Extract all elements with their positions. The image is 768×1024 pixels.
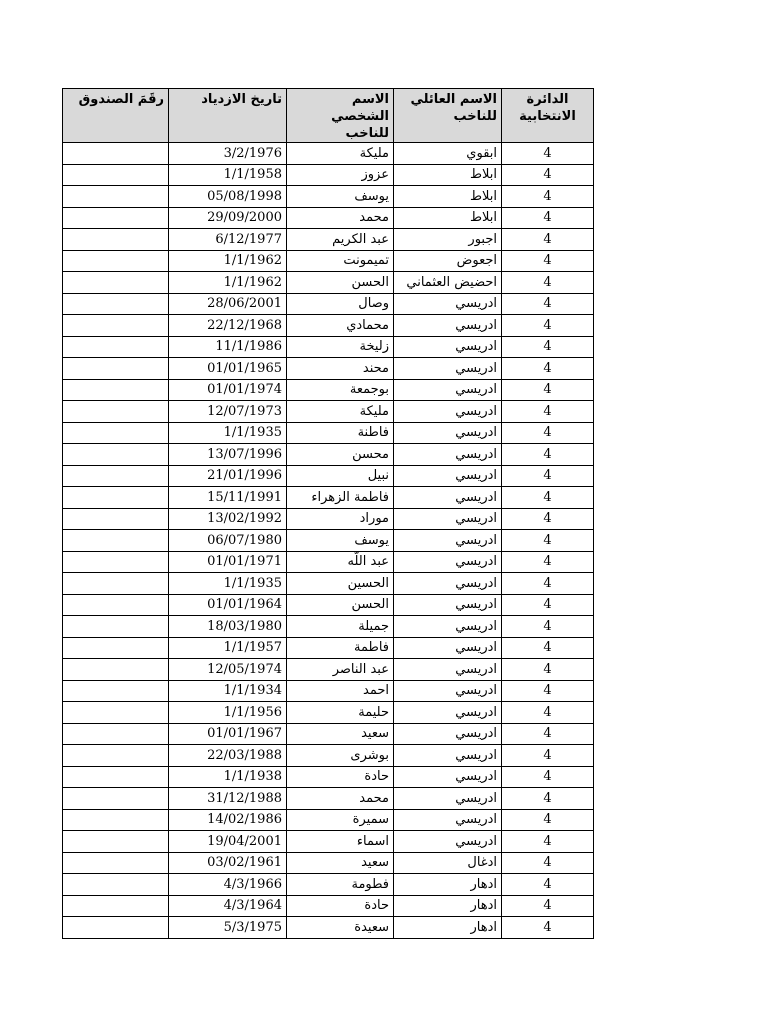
cell-birth-date: 28/06/2001	[169, 293, 287, 315]
cell-family-name: ادريسي	[394, 336, 502, 358]
cell-birth-date: 1/1/1962	[169, 250, 287, 272]
cell-first-name: محمادي	[287, 315, 394, 337]
cell-first-name: سعيدة	[287, 917, 394, 939]
cell-district: 4	[502, 895, 594, 917]
cell-district: 4	[502, 702, 594, 724]
header-first-name: الاسم الشخصي للناخب	[287, 89, 394, 143]
table-row	[63, 637, 594, 659]
table-row	[63, 379, 594, 401]
table-row	[63, 616, 594, 638]
table-row	[63, 143, 594, 165]
cell-box-number	[63, 250, 169, 272]
table-row	[63, 874, 594, 896]
cell-birth-date: 11/1/1986	[169, 336, 287, 358]
cell-birth-date: 21/01/1996	[169, 465, 287, 487]
cell-first-name: جميلة	[287, 616, 394, 638]
cell-district: 4	[502, 444, 594, 466]
cell-district: 4	[502, 272, 594, 294]
cell-first-name: حادة	[287, 766, 394, 788]
table-row	[63, 680, 594, 702]
header-district: الدائرة الانتخابية	[502, 89, 594, 143]
cell-district: 4	[502, 659, 594, 681]
header-family-name: الاسم العائلي للناخب	[394, 89, 502, 143]
cell-first-name: حادة	[287, 895, 394, 917]
cell-first-name: يوسف	[287, 186, 394, 208]
cell-box-number	[63, 551, 169, 573]
cell-family-name: ادريسي	[394, 766, 502, 788]
cell-family-name: ادريسي	[394, 465, 502, 487]
cell-box-number	[63, 315, 169, 337]
cell-family-name: ادريسي	[394, 702, 502, 724]
table-row	[63, 422, 594, 444]
cell-box-number	[63, 164, 169, 186]
cell-family-name: ادهار	[394, 874, 502, 896]
table-row	[63, 659, 594, 681]
cell-family-name: ابلاط	[394, 164, 502, 186]
table-row	[63, 336, 594, 358]
cell-district: 4	[502, 358, 594, 380]
cell-family-name: ادريسي	[394, 831, 502, 853]
cell-district: 4	[502, 852, 594, 874]
cell-first-name: عزوز	[287, 164, 394, 186]
voter-list-table	[62, 88, 594, 939]
cell-first-name: سعيد	[287, 723, 394, 745]
cell-birth-date: 1/1/1934	[169, 680, 287, 702]
cell-district: 4	[502, 573, 594, 595]
cell-family-name: ادريسي	[394, 745, 502, 767]
cell-box-number	[63, 723, 169, 745]
cell-first-name: الحسن	[287, 272, 394, 294]
cell-box-number	[63, 186, 169, 208]
cell-family-name: ادريسي	[394, 659, 502, 681]
cell-box-number	[63, 508, 169, 530]
cell-first-name: الحسين	[287, 573, 394, 595]
cell-first-name: بوجمعة	[287, 379, 394, 401]
cell-family-name: ادريسي	[394, 680, 502, 702]
cell-district: 4	[502, 508, 594, 530]
cell-family-name: ادريسي	[394, 573, 502, 595]
cell-family-name: ابقوي	[394, 143, 502, 165]
cell-birth-date: 1/1/1935	[169, 573, 287, 595]
cell-family-name: ادريسي	[394, 315, 502, 337]
cell-district: 4	[502, 530, 594, 552]
table-row	[63, 594, 594, 616]
cell-box-number	[63, 422, 169, 444]
table-row	[63, 895, 594, 917]
cell-box-number	[63, 788, 169, 810]
cell-birth-date: 1/1/1956	[169, 702, 287, 724]
cell-family-name: ادريسي	[394, 594, 502, 616]
cell-family-name: ادريسي	[394, 551, 502, 573]
cell-first-name: عبد اللّه	[287, 551, 394, 573]
cell-first-name: حليمة	[287, 702, 394, 724]
cell-first-name: محسن	[287, 444, 394, 466]
cell-first-name: موراد	[287, 508, 394, 530]
cell-birth-date: 31/12/1988	[169, 788, 287, 810]
cell-district: 4	[502, 809, 594, 831]
cell-birth-date: 14/02/1986	[169, 809, 287, 831]
cell-district: 4	[502, 186, 594, 208]
cell-family-name: ادهار	[394, 895, 502, 917]
cell-birth-date: 05/08/1998	[169, 186, 287, 208]
table-row	[63, 293, 594, 315]
cell-district: 4	[502, 788, 594, 810]
cell-birth-date: 19/04/2001	[169, 831, 287, 853]
cell-birth-date: 1/1/1957	[169, 637, 287, 659]
cell-box-number	[63, 637, 169, 659]
cell-district: 4	[502, 680, 594, 702]
cell-first-name: عبد الكريم	[287, 229, 394, 251]
cell-box-number	[63, 358, 169, 380]
cell-family-name: ابلاط	[394, 186, 502, 208]
cell-box-number	[63, 616, 169, 638]
cell-box-number	[63, 680, 169, 702]
cell-box-number	[63, 207, 169, 229]
cell-box-number	[63, 401, 169, 423]
cell-district: 4	[502, 336, 594, 358]
table-row	[63, 788, 594, 810]
table-row	[63, 745, 594, 767]
cell-birth-date: 13/02/1992	[169, 508, 287, 530]
cell-district: 4	[502, 293, 594, 315]
cell-family-name: ادريسي	[394, 809, 502, 831]
cell-family-name: ابلاط	[394, 207, 502, 229]
cell-box-number	[63, 293, 169, 315]
cell-birth-date: 29/09/2000	[169, 207, 287, 229]
table-body	[63, 143, 594, 939]
cell-first-name: فاطنة	[287, 422, 394, 444]
cell-district: 4	[502, 917, 594, 939]
cell-district: 4	[502, 143, 594, 165]
cell-birth-date: 01/01/1964	[169, 594, 287, 616]
cell-first-name: الحسن	[287, 594, 394, 616]
cell-district: 4	[502, 422, 594, 444]
cell-box-number	[63, 594, 169, 616]
table-row	[63, 315, 594, 337]
cell-family-name: ادريسي	[394, 530, 502, 552]
cell-first-name: فطومة	[287, 874, 394, 896]
cell-box-number	[63, 852, 169, 874]
cell-first-name: تميمونت	[287, 250, 394, 272]
cell-district: 4	[502, 637, 594, 659]
table-row	[63, 831, 594, 853]
table-row	[63, 444, 594, 466]
table-row	[63, 207, 594, 229]
cell-birth-date: 01/01/1967	[169, 723, 287, 745]
cell-first-name: بوشرى	[287, 745, 394, 767]
cell-birth-date: 3/2/1976	[169, 143, 287, 165]
cell-birth-date: 1/1/1938	[169, 766, 287, 788]
table-row	[63, 401, 594, 423]
cell-box-number	[63, 379, 169, 401]
cell-first-name: عبد الناصر	[287, 659, 394, 681]
table-row	[63, 917, 594, 939]
cell-birth-date: 01/01/1965	[169, 358, 287, 380]
table-row	[63, 573, 594, 595]
cell-box-number	[63, 831, 169, 853]
cell-birth-date: 18/03/1980	[169, 616, 287, 638]
cell-first-name: محمد	[287, 788, 394, 810]
cell-first-name: زليخة	[287, 336, 394, 358]
cell-first-name: اسماء	[287, 831, 394, 853]
cell-district: 4	[502, 164, 594, 186]
cell-box-number	[63, 874, 169, 896]
table-row	[63, 229, 594, 251]
cell-box-number	[63, 659, 169, 681]
cell-family-name: احضيض العثماني	[394, 272, 502, 294]
table-row	[63, 702, 594, 724]
cell-district: 4	[502, 465, 594, 487]
cell-birth-date: 1/1/1935	[169, 422, 287, 444]
table-row	[63, 465, 594, 487]
cell-first-name: يوسف	[287, 530, 394, 552]
cell-box-number	[63, 895, 169, 917]
cell-birth-date: 12/05/1974	[169, 659, 287, 681]
cell-birth-date: 22/03/1988	[169, 745, 287, 767]
cell-box-number	[63, 336, 169, 358]
cell-first-name: مليكة	[287, 401, 394, 423]
cell-first-name: وصال	[287, 293, 394, 315]
table-row	[63, 358, 594, 380]
cell-district: 4	[502, 723, 594, 745]
header-birth-date: تاريخ الازدياد	[169, 89, 287, 143]
cell-box-number	[63, 745, 169, 767]
cell-birth-date: 03/02/1961	[169, 852, 287, 874]
cell-box-number	[63, 702, 169, 724]
cell-birth-date: 12/07/1973	[169, 401, 287, 423]
cell-family-name: اجعوض	[394, 250, 502, 272]
cell-district: 4	[502, 831, 594, 853]
table-row	[63, 272, 594, 294]
header-box-number: رقَمَ الصندوق	[63, 89, 169, 143]
cell-box-number	[63, 143, 169, 165]
table-row	[63, 551, 594, 573]
cell-birth-date: 06/07/1980	[169, 530, 287, 552]
cell-box-number	[63, 465, 169, 487]
cell-family-name: ادريسي	[394, 637, 502, 659]
cell-first-name: فاطمة الزهراء	[287, 487, 394, 509]
cell-birth-date: 01/01/1974	[169, 379, 287, 401]
cell-district: 4	[502, 401, 594, 423]
cell-family-name: ادريسي	[394, 487, 502, 509]
cell-box-number	[63, 809, 169, 831]
cell-district: 4	[502, 315, 594, 337]
cell-birth-date: 22/12/1968	[169, 315, 287, 337]
cell-first-name: فاطمة	[287, 637, 394, 659]
cell-birth-date: 6/12/1977	[169, 229, 287, 251]
header-row	[63, 89, 594, 143]
cell-district: 4	[502, 250, 594, 272]
cell-birth-date: 01/01/1971	[169, 551, 287, 573]
cell-district: 4	[502, 487, 594, 509]
cell-district: 4	[502, 766, 594, 788]
table-row	[63, 508, 594, 530]
cell-birth-date: 5/3/1975	[169, 917, 287, 939]
cell-family-name: ادريسي	[394, 616, 502, 638]
table-row	[63, 723, 594, 745]
cell-district: 4	[502, 379, 594, 401]
cell-birth-date: 4/3/1964	[169, 895, 287, 917]
cell-first-name: سعيد	[287, 852, 394, 874]
cell-family-name: ادريسي	[394, 444, 502, 466]
table-row	[63, 164, 594, 186]
cell-district: 4	[502, 616, 594, 638]
cell-box-number	[63, 444, 169, 466]
cell-district: 4	[502, 594, 594, 616]
cell-box-number	[63, 487, 169, 509]
cell-family-name: ادهار	[394, 917, 502, 939]
cell-district: 4	[502, 207, 594, 229]
cell-district: 4	[502, 874, 594, 896]
cell-birth-date: 13/07/1996	[169, 444, 287, 466]
cell-box-number	[63, 272, 169, 294]
cell-birth-date: 15/11/1991	[169, 487, 287, 509]
cell-box-number	[63, 229, 169, 251]
cell-first-name: سميرة	[287, 809, 394, 831]
cell-family-name: ادريسي	[394, 379, 502, 401]
cell-family-name: ادريسي	[394, 358, 502, 380]
cell-box-number	[63, 530, 169, 552]
cell-family-name: ادريسي	[394, 788, 502, 810]
cell-box-number	[63, 766, 169, 788]
cell-first-name: مليكة	[287, 143, 394, 165]
table-row	[63, 530, 594, 552]
cell-first-name: محمد	[287, 207, 394, 229]
cell-family-name: ادريسي	[394, 508, 502, 530]
cell-first-name: نبيل	[287, 465, 394, 487]
cell-family-name: ادغال	[394, 852, 502, 874]
cell-family-name: ادريسي	[394, 723, 502, 745]
cell-family-name: ادريسي	[394, 422, 502, 444]
cell-district: 4	[502, 229, 594, 251]
cell-birth-date: 1/1/1962	[169, 272, 287, 294]
cell-box-number	[63, 573, 169, 595]
cell-first-name: محند	[287, 358, 394, 380]
cell-first-name: احمد	[287, 680, 394, 702]
table-header	[63, 89, 594, 143]
cell-family-name: اجبور	[394, 229, 502, 251]
cell-family-name: ادريسي	[394, 293, 502, 315]
cell-birth-date: 1/1/1958	[169, 164, 287, 186]
cell-district: 4	[502, 551, 594, 573]
table-row	[63, 250, 594, 272]
table-row	[63, 487, 594, 509]
cell-box-number	[63, 917, 169, 939]
table-row	[63, 852, 594, 874]
cell-birth-date: 4/3/1966	[169, 874, 287, 896]
cell-family-name: ادريسي	[394, 401, 502, 423]
table-row	[63, 186, 594, 208]
table-row	[63, 766, 594, 788]
cell-district: 4	[502, 745, 594, 767]
table-row	[63, 809, 594, 831]
